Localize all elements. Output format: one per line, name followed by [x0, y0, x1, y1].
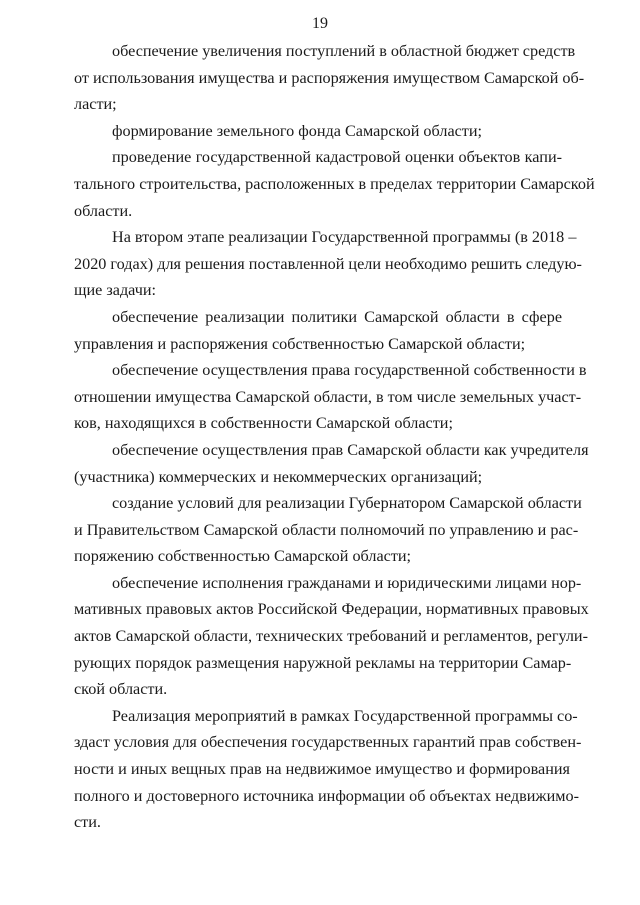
paragraph — [74, 224, 582, 304]
paragraph — [74, 570, 589, 703]
document-body — [74, 38, 595, 836]
text-line: щие задачи: — [74, 281, 157, 300]
text-line: ской области. — [74, 680, 168, 699]
text-line: обеспечение увеличения поступлений в областной бюджет средств — [112, 42, 576, 60]
text-line: области. — [74, 201, 133, 220]
paragraph — [74, 304, 562, 357]
text-line: создание условий для реализации Губернатором Самарской области — [112, 494, 582, 513]
paragraph — [74, 144, 595, 224]
text-line: ков, находящихся в собственности Самарской области; — [74, 414, 453, 433]
text-line: мативных правовых актов Российской Федерации, нормативных правовых — [74, 600, 589, 619]
text-line: обеспечение осуществления прав Самарской области как учредителя — [112, 440, 589, 459]
paragraph — [74, 357, 587, 437]
text-line: поряжению собственностью Самарской области; — [74, 547, 412, 566]
paragraph — [74, 118, 562, 145]
text-line: от использования имущества и распоряжения имуществом Самарской об- — [74, 68, 585, 87]
text-line: актов Самарской области, технических требований и регламентов, регули- — [74, 627, 588, 646]
text-line: полного и достоверного источника информации об объектах недвижимо- — [74, 786, 579, 805]
text-line: здаст условия для обеспечения государственных гарантий прав собствен- — [74, 733, 582, 752]
text-line: обеспечение реализации политики Самарской области в сфере — [112, 307, 562, 326]
paragraph — [74, 437, 589, 490]
text-line: сти. — [74, 813, 101, 832]
paragraph — [74, 703, 582, 836]
page-number: 19 — [312, 15, 328, 32]
text-line: управления и распоряжения собственностью Самарской области; — [74, 334, 526, 353]
text-line: 2020 годах) для решения поставленной цели необходимо решить следую- — [74, 254, 582, 273]
text-line: (участника) коммерческих и некоммерческих организаций; — [74, 467, 483, 486]
text-line: формирование земельного фонда Самарской области; — [112, 121, 483, 140]
text-line: ности и иных вещных прав на недвижимое имущество и формирования — [74, 760, 570, 779]
text-line: отношении имущества Самарской области, в том числе земельных участ- — [74, 387, 582, 406]
text-line: обеспечение исполнения гражданами и юридическими лицами нор- — [112, 573, 582, 592]
text-line: проведение государственной кадастровой оценки объектов капи- — [112, 148, 562, 167]
text-line: На втором этапе реализации Государственной программы (в 2018 – — [112, 228, 577, 247]
text-line: рующих порядок размещения наружной рекламы на территории Самар- — [74, 653, 572, 672]
paragraph — [74, 490, 582, 570]
paragraph — [74, 38, 585, 118]
text-line: тального строительства, расположенных в пределах территории Самарской — [74, 174, 595, 193]
text-line: Реализация мероприятий в рамках Государственной программы со- — [112, 706, 578, 725]
text-line: обеспечение осуществления права государственной собственности в — [112, 361, 587, 380]
text-line: ласти; — [74, 95, 117, 114]
text-line: и Правительством Самарской области полномочий по управлению и рас- — [74, 520, 579, 539]
